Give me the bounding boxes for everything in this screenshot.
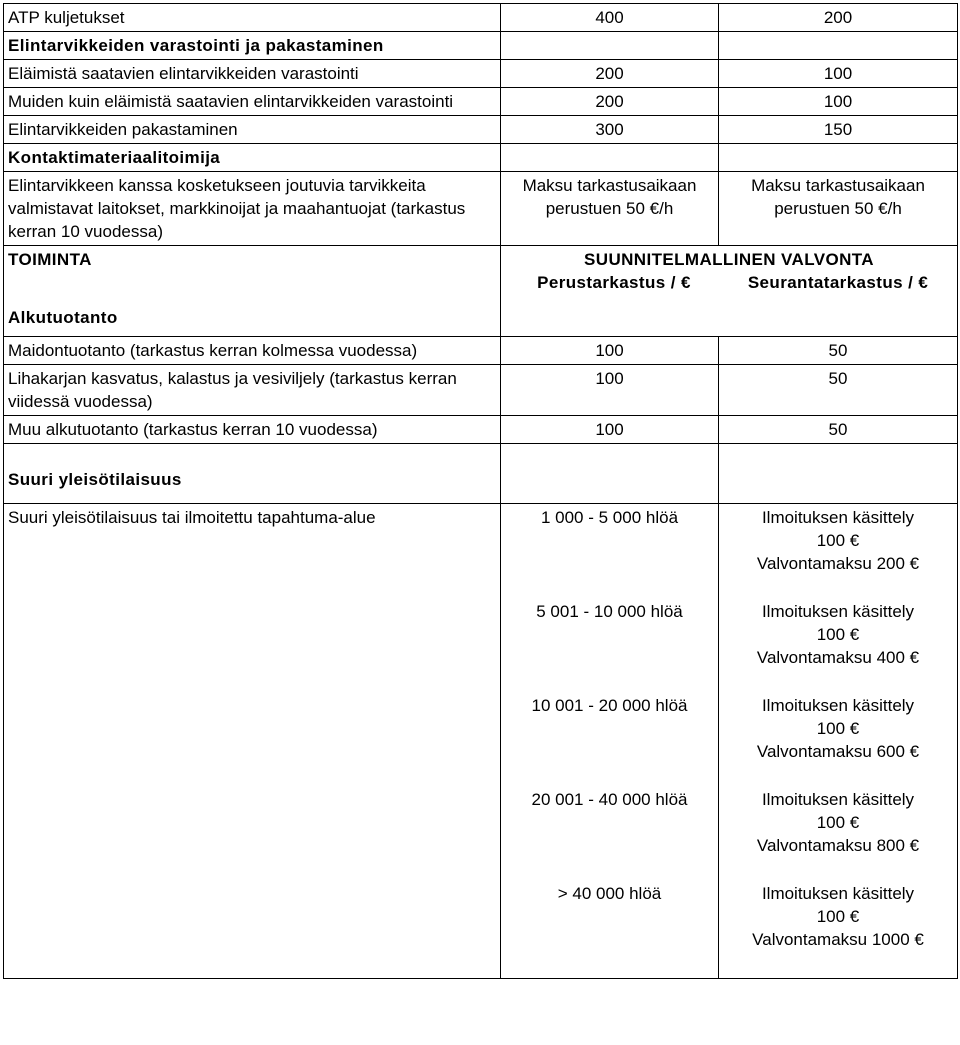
table-row	[4, 60, 958, 88]
table-row	[4, 4, 958, 32]
tier-range: > 40 000 hlöä	[557, 884, 662, 903]
section-heading: Elintarvikkeiden varastointi ja pakastaminen	[4, 32, 501, 60]
table-row	[4, 32, 958, 60]
table-row	[4, 172, 958, 246]
alkutuotanto-heading: Alkutuotanto	[8, 308, 118, 327]
row-label: Elintarvikkeiden pakastaminen	[4, 116, 501, 144]
tier-range: 5 001 - 10 000 hlöä	[536, 602, 683, 621]
row-label: Lihakarjan kasvatus, kalastus ja vesiviljely (tarkastus kerran viidessä vuodessa)	[4, 365, 501, 416]
table-row	[4, 504, 958, 979]
fee-value: 400	[501, 4, 719, 32]
tier-range: 10 001 - 20 000 hlöä	[531, 696, 688, 715]
tier-fee-line: 100 €	[816, 907, 860, 926]
fee-value: 300	[501, 116, 719, 144]
tier-fee-line: Valvontamaksu 800 €	[756, 836, 920, 855]
tier-fee-line: Valvontamaksu 400 €	[756, 648, 920, 667]
tier-range: 1 000 - 5 000 hlöä	[540, 508, 679, 527]
fee-value: 150	[719, 116, 958, 144]
table-row	[4, 88, 958, 116]
tier-fee-line: Ilmoituksen käsittely	[761, 508, 915, 527]
fee-value: 100	[501, 416, 719, 444]
row-label: ATP kuljetukset	[4, 4, 501, 32]
row-label: Eläimistä saatavien elintarvikkeiden varastointi	[4, 60, 501, 88]
table-row	[4, 444, 958, 504]
row-label: Elintarvikkeen kanssa kosketukseen joutuvia tarvikkeita valmistavat laitokset, markkinoijat ja maahantuojat (tarkastus kerran 10 vuodessa)	[4, 172, 501, 246]
tier-fee	[723, 788, 953, 882]
table-row	[4, 116, 958, 144]
tier-fee	[723, 882, 953, 976]
fee-value: 200	[501, 60, 719, 88]
table-row	[4, 365, 958, 416]
row-label: Suuri yleisötilaisuus tai ilmoitettu tapahtuma-alue	[4, 504, 501, 979]
tier-fee-line: Ilmoituksen käsittely	[761, 696, 915, 715]
tier-fee-line: Ilmoituksen käsittely	[761, 790, 915, 809]
toiminta-heading: TOIMINTA	[8, 250, 92, 269]
tier-fee-line: 100 €	[816, 531, 860, 550]
fee-table	[3, 3, 958, 979]
table-row	[4, 416, 958, 444]
table-row	[4, 144, 958, 172]
fee-value: 200	[501, 88, 719, 116]
row-label: Maidontuotanto (tarkastus kerran kolmessa vuodessa)	[4, 337, 501, 365]
fee-value: 200	[719, 4, 958, 32]
column-header-perustarkastus: Perustarkastus / €	[537, 273, 691, 292]
column-header-seurantatarkastus: Seurantatarkastus / €	[747, 273, 929, 292]
fee-value: 50	[719, 416, 958, 444]
tier-fee	[723, 694, 953, 788]
table-header-row	[4, 246, 958, 337]
tier-range-list	[505, 506, 714, 976]
tier-fee-line: Valvontamaksu 1000 €	[752, 930, 924, 949]
tier-fee-line: Valvontamaksu 600 €	[756, 742, 920, 761]
table-row	[4, 337, 958, 365]
section-heading: Kontaktimateriaalitoimija	[4, 144, 501, 172]
tier-fee	[723, 600, 953, 694]
row-label: Muiden kuin eläimistä saatavien elintarvikkeiden varastointi	[4, 88, 501, 116]
tier-fee	[723, 506, 953, 600]
tier-range: 20 001 - 40 000 hlöä	[531, 790, 688, 809]
fee-value: 50	[719, 365, 958, 416]
fee-value: 100	[501, 337, 719, 365]
tier-fee-list	[723, 506, 953, 976]
tier-fee-line: Valvontamaksu 200 €	[756, 554, 920, 573]
column-group-heading: SUUNNITELMALLINEN VALVONTA	[584, 250, 874, 269]
fee-value: 100	[501, 365, 719, 416]
tier-fee-line: 100 €	[816, 813, 860, 832]
row-label: Muu alkutuotanto (tarkastus kerran 10 vuodessa)	[4, 416, 501, 444]
tier-fee-line: 100 €	[816, 719, 860, 738]
fee-value: 100	[719, 88, 958, 116]
fee-value: Maksu tarkastusaikaan perustuen 50 €/h	[501, 172, 719, 246]
tier-fee-line: Ilmoituksen käsittely	[761, 602, 915, 621]
section-heading: Suuri yleisötilaisuus	[4, 444, 501, 504]
fee-value: 50	[719, 337, 958, 365]
fee-value: Maksu tarkastusaikaan perustuen 50 €/h	[719, 172, 958, 246]
tier-fee-line: Ilmoituksen käsittely	[761, 884, 915, 903]
fee-value: 100	[719, 60, 958, 88]
tier-fee-line: 100 €	[816, 625, 860, 644]
